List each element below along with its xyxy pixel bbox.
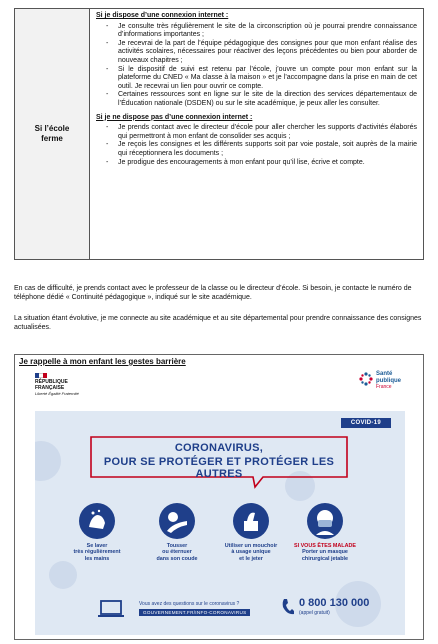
french-flag-icon: [35, 373, 47, 378]
covid-badge: COVID-19: [341, 418, 391, 428]
gesture-caption-line: chirurgical jetable: [301, 555, 349, 562]
info-coronavirus-link: GOUVERNEMENT.FR/INFO-CORONAVIRUS: [139, 609, 250, 616]
gesture-caption-line: SI VOUS ÊTES MALADE: [293, 543, 356, 549]
list-item: - Je recevrai de la part de l’équipe pédagogique des consignes pour que mon enfant réalise des activités scolaires, nécessaires pour réactiver des leçons précédentes ou bien pour aborder de nouveaux chapitres ;: [96, 40, 417, 66]
sante-publique-dots-icon: [358, 371, 374, 387]
list-item: - Je reçois les consignes et les différents supports soit par voie postale, soit auprès de la mairie qui réceptionnera les documents ;: [96, 141, 417, 158]
left-header-cell: [15, 9, 90, 259]
gesture-caption-line: Tousser: [166, 543, 188, 549]
difficulty-paragraph: En cas de difficulté, je prends contact avec le professeur de la classe ou le directeur d’école. Si besoin, je contacte le numéro de téléphone dédié « Continuité pédagogique », indiqué sur le site académique.: [14, 285, 412, 301]
phone-free-call: (appel gratuit): [299, 610, 330, 616]
sneeze-elbow-icon: [159, 503, 195, 539]
gesture-caption: [216, 543, 286, 562]
gesture-caption-line: à usage unique: [231, 549, 271, 556]
internet-list: [96, 23, 417, 109]
gesture-caption: [290, 543, 360, 562]
hand-washing-icon: [79, 503, 115, 539]
barrier-gestures-poster: [14, 354, 424, 640]
sp-line1: Santé: [376, 371, 393, 377]
right-content-cell: [90, 9, 423, 170]
gesture-caption: [62, 543, 132, 562]
update-paragraph: La situation étant évolutive, je me connecte au site académique et au site départemental pour prendre connaissance des consignes actualisées.: [14, 315, 422, 331]
gesture-caption-line: dans son coude: [156, 555, 198, 562]
list-item: - Certaines ressources sont en ligne sur le site de la direction des services départementaux de l’Éducation nationale (DSDEN) ou sur le site académique, je peux aller les consulter.: [96, 91, 417, 108]
rf-line2: FRANÇAISE: [35, 384, 65, 391]
headline-line1: CORONAVIRUS,: [174, 442, 264, 454]
no-internet-heading: Si je ne dispose pas d’une connexion internet :: [96, 113, 253, 121]
gesture-caption: [142, 543, 212, 562]
gesture-caption-line: Porter un masque: [302, 549, 348, 556]
list-item: - Si le dispositif de suivi est retenu par l’école, j’ouvre un compte pour mon enfant sur la plateforme du CNED « Ma classe à la maison » et je l’accompagne dans la prise en main de cet outil. Je recevrai un lien pour ouvrir ce compte.: [96, 66, 417, 92]
rf-line1: RÉPUBLIQUE: [35, 379, 68, 385]
phone-number: 0 800 130 000: [299, 597, 370, 609]
info-table: [14, 8, 424, 260]
list-item: - Je consulte très régulièrement le site de la circonscription où je pourrai prendre connaissance d’informations importantes ;: [96, 23, 417, 40]
virus-decoration: [49, 561, 77, 589]
mask-icon: [307, 503, 343, 539]
gesture-caption-line: et le jeter: [239, 555, 263, 562]
republique-francaise-logo: [35, 373, 79, 397]
headline-bubble: [87, 433, 351, 483]
gesture-caption-line: ou éternuer: [162, 549, 192, 556]
poster-panel: [35, 411, 405, 635]
sp-line3: France: [376, 384, 392, 391]
sante-publique-logo: [376, 371, 401, 391]
left-label-line2: ferme: [41, 134, 63, 143]
left-label-line1: Si l’école: [34, 124, 70, 133]
gesture-caption-line: Utiliser un mouchoir: [224, 543, 278, 549]
questions-text: Vous avez des questions sur le coronavirus ?: [139, 601, 240, 607]
poster-title: Je rappelle à mon enfant les gestes barrière: [19, 357, 186, 366]
phone-icon: [281, 598, 295, 616]
headline-line2: POUR SE PROTÉGER ET PROTÉGER LES AUTRES: [103, 456, 335, 480]
virus-decoration: [35, 441, 61, 481]
gesture-caption-line: Se laver: [86, 543, 108, 549]
gesture-caption-line: les mains: [84, 555, 110, 562]
laptop-icon: [97, 599, 125, 619]
no-internet-list: [96, 124, 417, 167]
internet-heading: Si je dispose d’une connexion internet :: [96, 12, 229, 19]
gesture-caption-line: très régulièrement: [73, 549, 121, 556]
rf-motto: Liberté Égalité Fraternité: [35, 391, 79, 397]
sp-line2: publique: [376, 377, 401, 384]
tissue-icon: [233, 503, 269, 539]
list-item: - Je prodigue des encouragements à mon enfant pour qu’il lise, écrive et compte.: [96, 159, 417, 168]
list-item: - Je prends contact avec le directeur d’école pour aller chercher les supports d’activités élaborés qui permettront à mon enfant de consolider ses acquis ;: [96, 124, 417, 141]
